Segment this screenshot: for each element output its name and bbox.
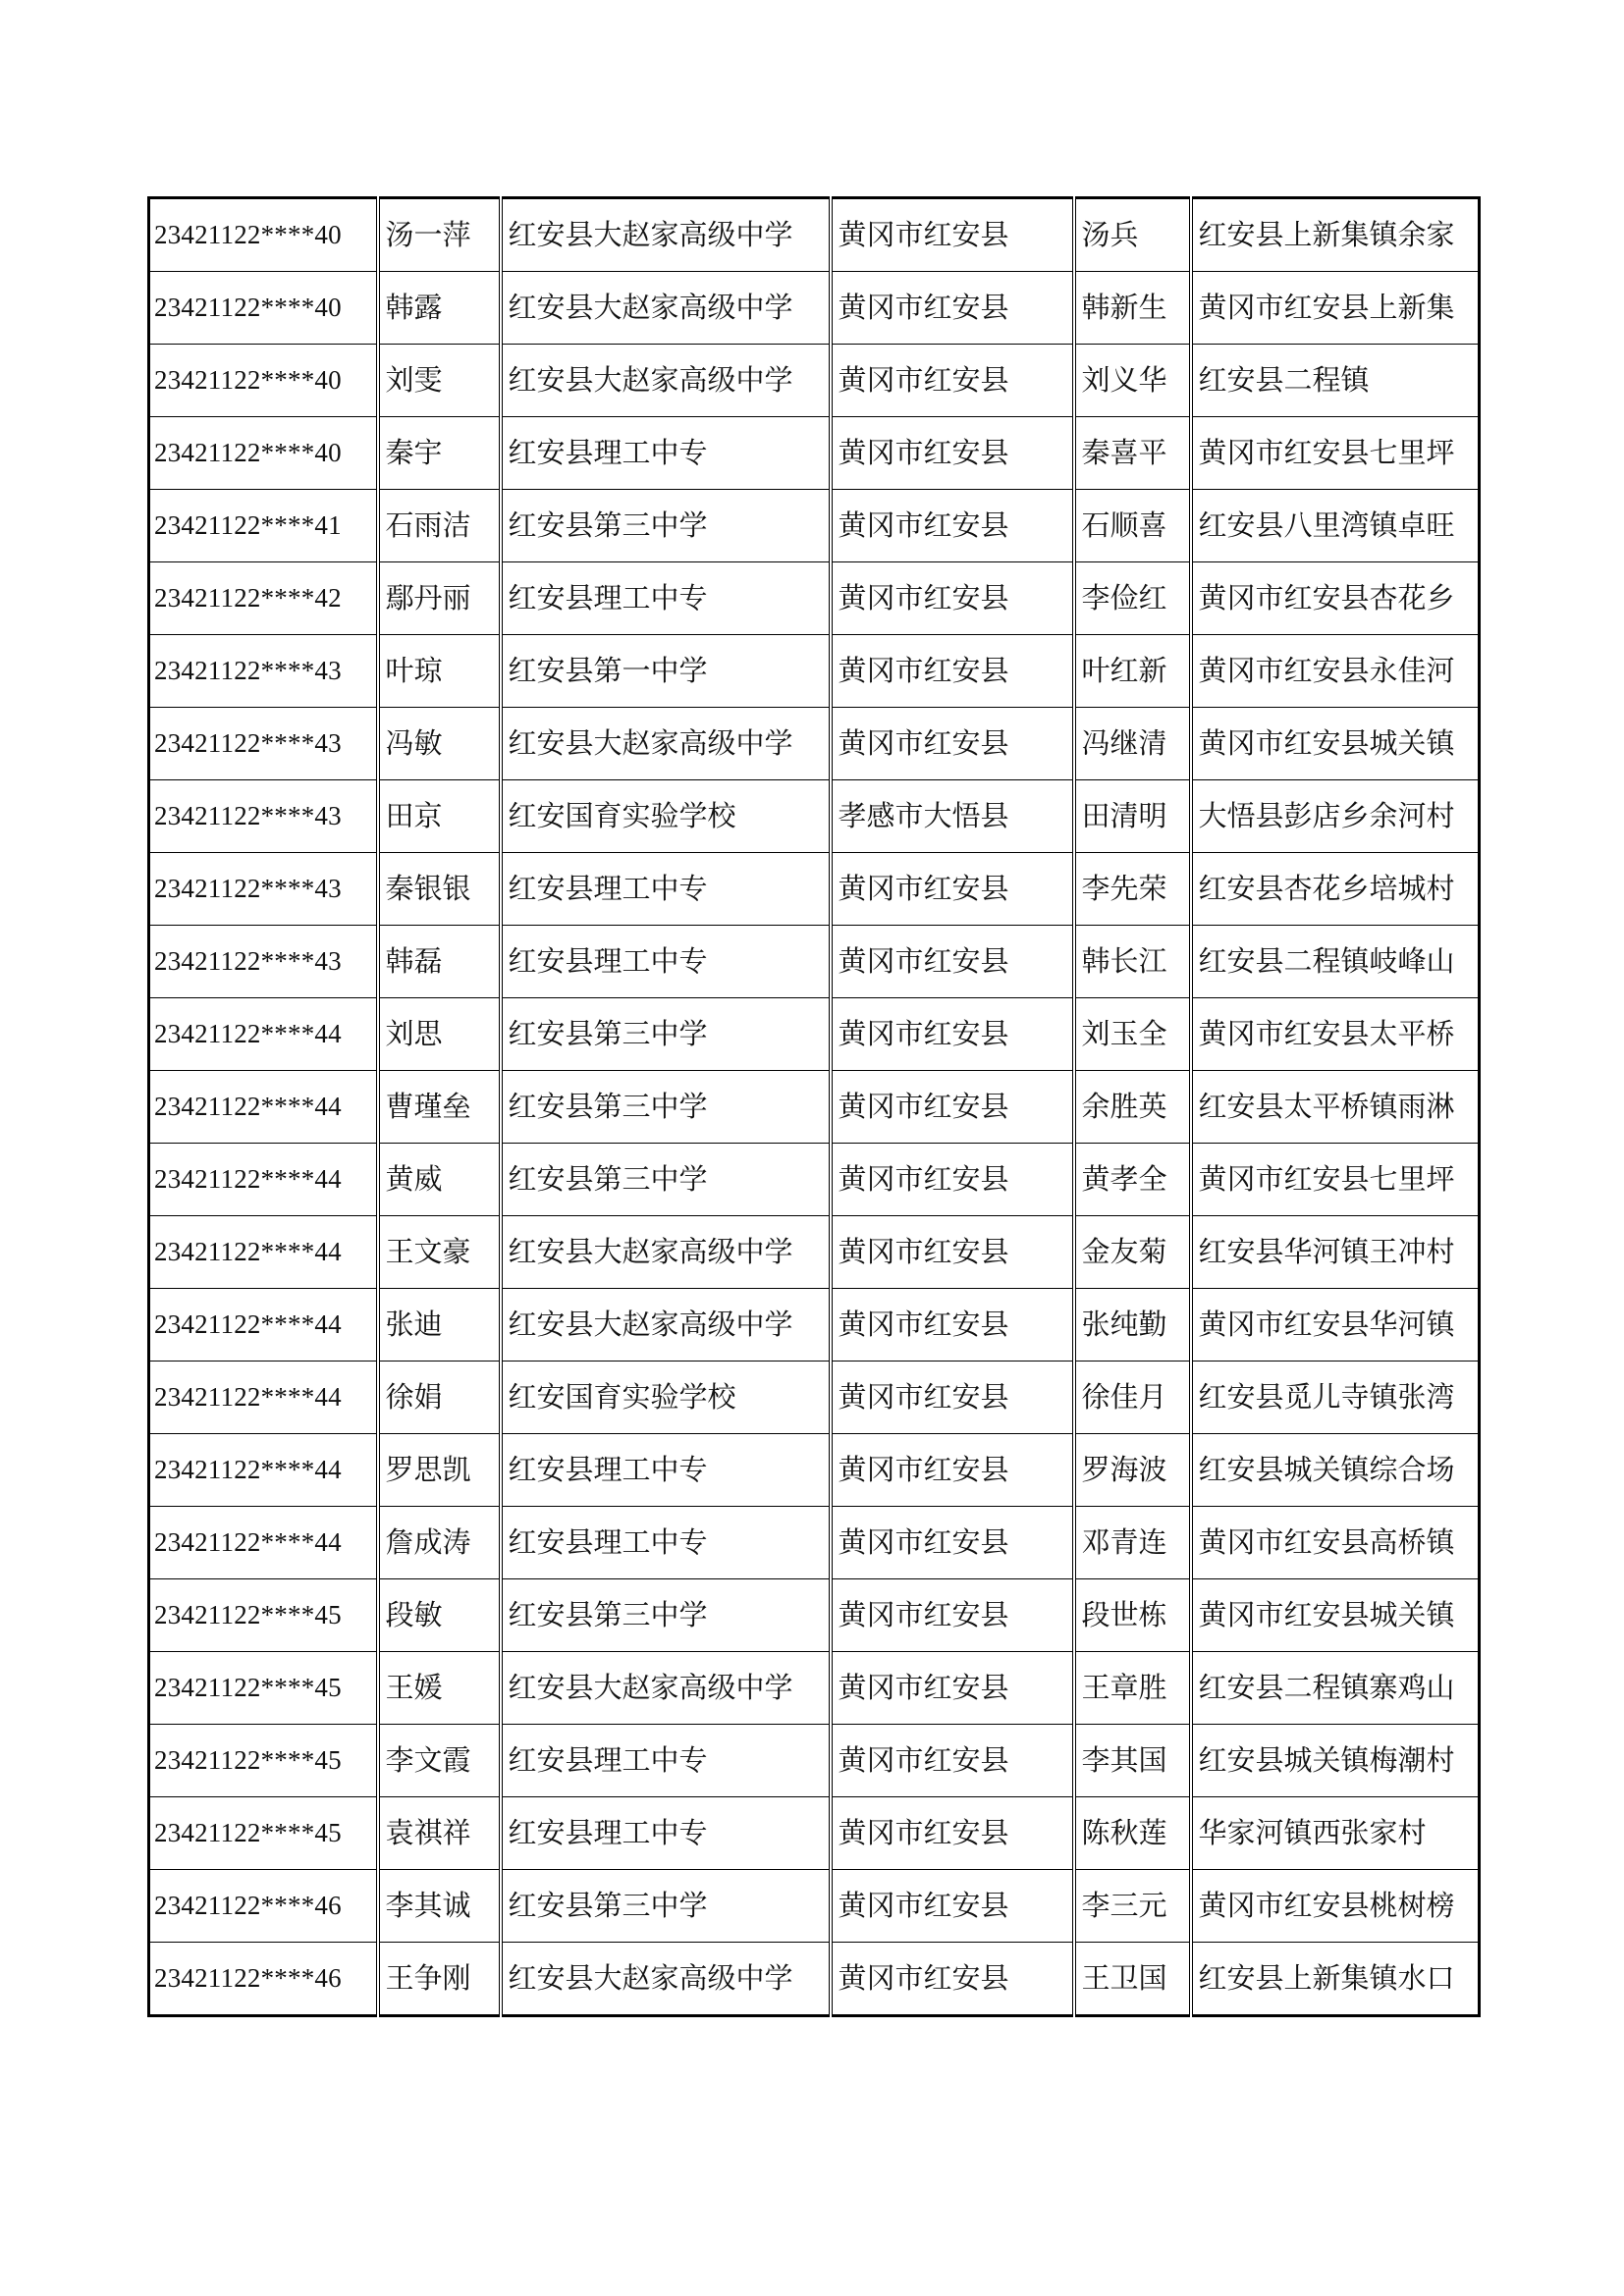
- cell-region: 黄冈市红安县: [831, 345, 1074, 417]
- cell-home-address: 红安县城关镇综合场: [1191, 1434, 1480, 1507]
- cell-school: 红安县理工中专: [501, 1797, 831, 1870]
- cell-home-address: 黄冈市红安县永佳河: [1191, 635, 1480, 708]
- cell-guardian-name: 罗海波: [1074, 1434, 1191, 1507]
- cell-student-name: 段敏: [378, 1579, 501, 1652]
- cell-exam-id: 23421122****44: [149, 1507, 378, 1579]
- cell-guardian-name: 叶红新: [1074, 635, 1191, 708]
- cell-region: 黄冈市红安县: [831, 1507, 1074, 1579]
- cell-student-name: 冯敏: [378, 708, 501, 780]
- cell-region: 黄冈市红安县: [831, 1144, 1074, 1216]
- cell-home-address: 黄冈市红安县杏花乡: [1191, 562, 1480, 635]
- cell-school: 红安县大赵家高级中学: [501, 1289, 831, 1362]
- cell-home-address: 红安县二程镇: [1191, 345, 1480, 417]
- cell-guardian-name: 冯继清: [1074, 708, 1191, 780]
- cell-home-address: 红安县上新集镇余家: [1191, 198, 1480, 272]
- cell-school: 红安县大赵家高级中学: [501, 708, 831, 780]
- cell-exam-id: 23421122****40: [149, 345, 378, 417]
- cell-region: 黄冈市红安县: [831, 1434, 1074, 1507]
- cell-home-address: 黄冈市红安县上新集: [1191, 272, 1480, 345]
- cell-student-name: 石雨洁: [378, 490, 501, 562]
- cell-student-name: 刘雯: [378, 345, 501, 417]
- table-row: [149, 780, 1480, 853]
- cell-region: 黄冈市红安县: [831, 1579, 1074, 1652]
- cell-exam-id: 23421122****43: [149, 926, 378, 998]
- cell-region: 黄冈市红安县: [831, 562, 1074, 635]
- table-row: [149, 1434, 1480, 1507]
- cell-region: 黄冈市红安县: [831, 1289, 1074, 1362]
- cell-guardian-name: 张纯勤: [1074, 1289, 1191, 1362]
- table-row: [149, 1652, 1480, 1725]
- cell-region: 黄冈市红安县: [831, 1071, 1074, 1144]
- cell-guardian-name: 刘义华: [1074, 345, 1191, 417]
- cell-region: 黄冈市红安县: [831, 635, 1074, 708]
- cell-student-name: 韩露: [378, 272, 501, 345]
- cell-guardian-name: 石顺喜: [1074, 490, 1191, 562]
- cell-region: 黄冈市红安县: [831, 417, 1074, 490]
- cell-school: 红安县大赵家高级中学: [501, 1652, 831, 1725]
- cell-exam-id: 23421122****40: [149, 272, 378, 345]
- cell-exam-id: 23421122****45: [149, 1725, 378, 1797]
- cell-guardian-name: 金友菊: [1074, 1216, 1191, 1289]
- cell-student-name: 罗思凯: [378, 1434, 501, 1507]
- cell-exam-id: 23421122****41: [149, 490, 378, 562]
- cell-exam-id: 23421122****44: [149, 1434, 378, 1507]
- table-row: [149, 1289, 1480, 1362]
- cell-school: 红安县第三中学: [501, 998, 831, 1071]
- cell-school: 红安县第三中学: [501, 1579, 831, 1652]
- cell-guardian-name: 汤兵: [1074, 198, 1191, 272]
- cell-student-name: 叶琼: [378, 635, 501, 708]
- cell-guardian-name: 李俭红: [1074, 562, 1191, 635]
- cell-student-name: 秦银银: [378, 853, 501, 926]
- cell-home-address: 黄冈市红安县太平桥: [1191, 998, 1480, 1071]
- cell-school: 红安县理工中专: [501, 1434, 831, 1507]
- table-row: [149, 1216, 1480, 1289]
- cell-guardian-name: 秦喜平: [1074, 417, 1191, 490]
- cell-home-address: 红安县上新集镇水口: [1191, 1943, 1480, 2016]
- cell-student-name: 汤一萍: [378, 198, 501, 272]
- cell-school: 红安县大赵家高级中学: [501, 272, 831, 345]
- table-row: [149, 1725, 1480, 1797]
- cell-guardian-name: 田清明: [1074, 780, 1191, 853]
- cell-guardian-name: 韩新生: [1074, 272, 1191, 345]
- cell-exam-id: 23421122****44: [149, 1289, 378, 1362]
- cell-school: 红安国育实验学校: [501, 780, 831, 853]
- cell-exam-id: 23421122****40: [149, 198, 378, 272]
- cell-region: 黄冈市红安县: [831, 1870, 1074, 1943]
- cell-guardian-name: 韩长江: [1074, 926, 1191, 998]
- cell-school: 红安县第三中学: [501, 1071, 831, 1144]
- cell-school: 红安县理工中专: [501, 1725, 831, 1797]
- student-roster-table: [147, 196, 1481, 2017]
- cell-home-address: 红安县觅儿寺镇张湾: [1191, 1362, 1480, 1434]
- cell-home-address: 红安县杏花乡培城村: [1191, 853, 1480, 926]
- table-row: [149, 417, 1480, 490]
- cell-exam-id: 23421122****44: [149, 1144, 378, 1216]
- table-row: [149, 853, 1480, 926]
- cell-student-name: 徐娟: [378, 1362, 501, 1434]
- table-row: [149, 926, 1480, 998]
- cell-exam-id: 23421122****40: [149, 417, 378, 490]
- cell-home-address: 黄冈市红安县桃树榜: [1191, 1870, 1480, 1943]
- cell-student-name: 王媛: [378, 1652, 501, 1725]
- cell-student-name: 田京: [378, 780, 501, 853]
- cell-student-name: 刘思: [378, 998, 501, 1071]
- cell-guardian-name: 徐佳月: [1074, 1362, 1191, 1434]
- cell-guardian-name: 余胜英: [1074, 1071, 1191, 1144]
- cell-exam-id: 23421122****43: [149, 708, 378, 780]
- cell-region: 黄冈市红安县: [831, 708, 1074, 780]
- cell-school: 红安县理工中专: [501, 1507, 831, 1579]
- table-row: [149, 198, 1480, 272]
- cell-guardian-name: 李三元: [1074, 1870, 1191, 1943]
- cell-student-name: 张迪: [378, 1289, 501, 1362]
- table-row: [149, 1507, 1480, 1579]
- cell-home-address: 大悟县彭店乡余河村: [1191, 780, 1480, 853]
- roster-table-body: [149, 198, 1480, 2016]
- cell-guardian-name: 王卫国: [1074, 1943, 1191, 2016]
- cell-student-name: 袁祺祥: [378, 1797, 501, 1870]
- cell-school: 红安县第三中学: [501, 490, 831, 562]
- cell-exam-id: 23421122****43: [149, 635, 378, 708]
- cell-region: 黄冈市红安县: [831, 272, 1074, 345]
- cell-student-name: 曹瑾垒: [378, 1071, 501, 1144]
- cell-region: 黄冈市红安县: [831, 1362, 1074, 1434]
- cell-exam-id: 23421122****46: [149, 1870, 378, 1943]
- cell-school: 红安县第一中学: [501, 635, 831, 708]
- cell-region: 黄冈市红安县: [831, 198, 1074, 272]
- cell-region: 黄冈市红安县: [831, 926, 1074, 998]
- cell-school: 红安县大赵家高级中学: [501, 345, 831, 417]
- table-row: [149, 1144, 1480, 1216]
- cell-school: 红安县理工中专: [501, 926, 831, 998]
- cell-home-address: 红安县城关镇梅潮村: [1191, 1725, 1480, 1797]
- table-row: [149, 635, 1480, 708]
- cell-exam-id: 23421122****44: [149, 1362, 378, 1434]
- cell-region: 黄冈市红安县: [831, 1797, 1074, 1870]
- cell-school: 红安国育实验学校: [501, 1362, 831, 1434]
- cell-home-address: 黄冈市红安县华河镇: [1191, 1289, 1480, 1362]
- cell-guardian-name: 李先荣: [1074, 853, 1191, 926]
- cell-school: 红安县理工中专: [501, 853, 831, 926]
- cell-region: 孝感市大悟县: [831, 780, 1074, 853]
- cell-home-address: 黄冈市红安县城关镇: [1191, 708, 1480, 780]
- cell-home-address: 红安县二程镇岐峰山: [1191, 926, 1480, 998]
- cell-home-address: 红安县华河镇王冲村: [1191, 1216, 1480, 1289]
- cell-school: 红安县第三中学: [501, 1870, 831, 1943]
- table-row: [149, 490, 1480, 562]
- cell-guardian-name: 邓青连: [1074, 1507, 1191, 1579]
- cell-home-address: 黄冈市红安县高桥镇: [1191, 1507, 1480, 1579]
- table-row: [149, 1797, 1480, 1870]
- cell-exam-id: 23421122****45: [149, 1652, 378, 1725]
- table-row: [149, 1071, 1480, 1144]
- cell-exam-id: 23421122****42: [149, 562, 378, 635]
- cell-student-name: 韩磊: [378, 926, 501, 998]
- cell-school: 红安县理工中专: [501, 417, 831, 490]
- cell-student-name: 王争刚: [378, 1943, 501, 2016]
- cell-student-name: 秦宇: [378, 417, 501, 490]
- cell-student-name: 李其诚: [378, 1870, 501, 1943]
- cell-student-name: 李文霞: [378, 1725, 501, 1797]
- cell-home-address: 红安县二程镇寨鸡山: [1191, 1652, 1480, 1725]
- cell-region: 黄冈市红安县: [831, 998, 1074, 1071]
- cell-exam-id: 23421122****45: [149, 1797, 378, 1870]
- cell-student-name: 王文豪: [378, 1216, 501, 1289]
- cell-region: 黄冈市红安县: [831, 1652, 1074, 1725]
- document-page: [147, 196, 1478, 2017]
- cell-home-address: 黄冈市红安县七里坪: [1191, 417, 1480, 490]
- cell-guardian-name: 王章胜: [1074, 1652, 1191, 1725]
- cell-exam-id: 23421122****43: [149, 853, 378, 926]
- cell-exam-id: 23421122****44: [149, 1071, 378, 1144]
- cell-guardian-name: 李其国: [1074, 1725, 1191, 1797]
- table-row: [149, 1362, 1480, 1434]
- cell-exam-id: 23421122****44: [149, 1216, 378, 1289]
- cell-region: 黄冈市红安县: [831, 1216, 1074, 1289]
- cell-exam-id: 23421122****45: [149, 1579, 378, 1652]
- cell-exam-id: 23421122****44: [149, 998, 378, 1071]
- cell-school: 红安县理工中专: [501, 562, 831, 635]
- cell-school: 红安县大赵家高级中学: [501, 198, 831, 272]
- cell-exam-id: 23421122****46: [149, 1943, 378, 2016]
- cell-student-name: 詹成涛: [378, 1507, 501, 1579]
- cell-student-name: 黄威: [378, 1144, 501, 1216]
- cell-home-address: 黄冈市红安县城关镇: [1191, 1579, 1480, 1652]
- cell-home-address: 华家河镇西张家村: [1191, 1797, 1480, 1870]
- cell-student-name: 鄢丹丽: [378, 562, 501, 635]
- cell-region: 黄冈市红安县: [831, 1943, 1074, 2016]
- table-row: [149, 708, 1480, 780]
- cell-guardian-name: 刘玉全: [1074, 998, 1191, 1071]
- cell-school: 红安县第三中学: [501, 1144, 831, 1216]
- table-row: [149, 345, 1480, 417]
- cell-home-address: 红安县八里湾镇卓旺: [1191, 490, 1480, 562]
- cell-home-address: 红安县太平桥镇雨淋: [1191, 1071, 1480, 1144]
- cell-guardian-name: 段世栋: [1074, 1579, 1191, 1652]
- table-row: [149, 1870, 1480, 1943]
- table-row: [149, 1943, 1480, 2016]
- cell-home-address: 黄冈市红安县七里坪: [1191, 1144, 1480, 1216]
- cell-exam-id: 23421122****43: [149, 780, 378, 853]
- cell-region: 黄冈市红安县: [831, 490, 1074, 562]
- table-row: [149, 998, 1480, 1071]
- cell-guardian-name: 黄孝全: [1074, 1144, 1191, 1216]
- table-row: [149, 1579, 1480, 1652]
- table-row: [149, 272, 1480, 345]
- cell-region: 黄冈市红安县: [831, 1725, 1074, 1797]
- cell-guardian-name: 陈秋莲: [1074, 1797, 1191, 1870]
- cell-school: 红安县大赵家高级中学: [501, 1943, 831, 2016]
- cell-school: 红安县大赵家高级中学: [501, 1216, 831, 1289]
- table-row: [149, 562, 1480, 635]
- cell-region: 黄冈市红安县: [831, 853, 1074, 926]
